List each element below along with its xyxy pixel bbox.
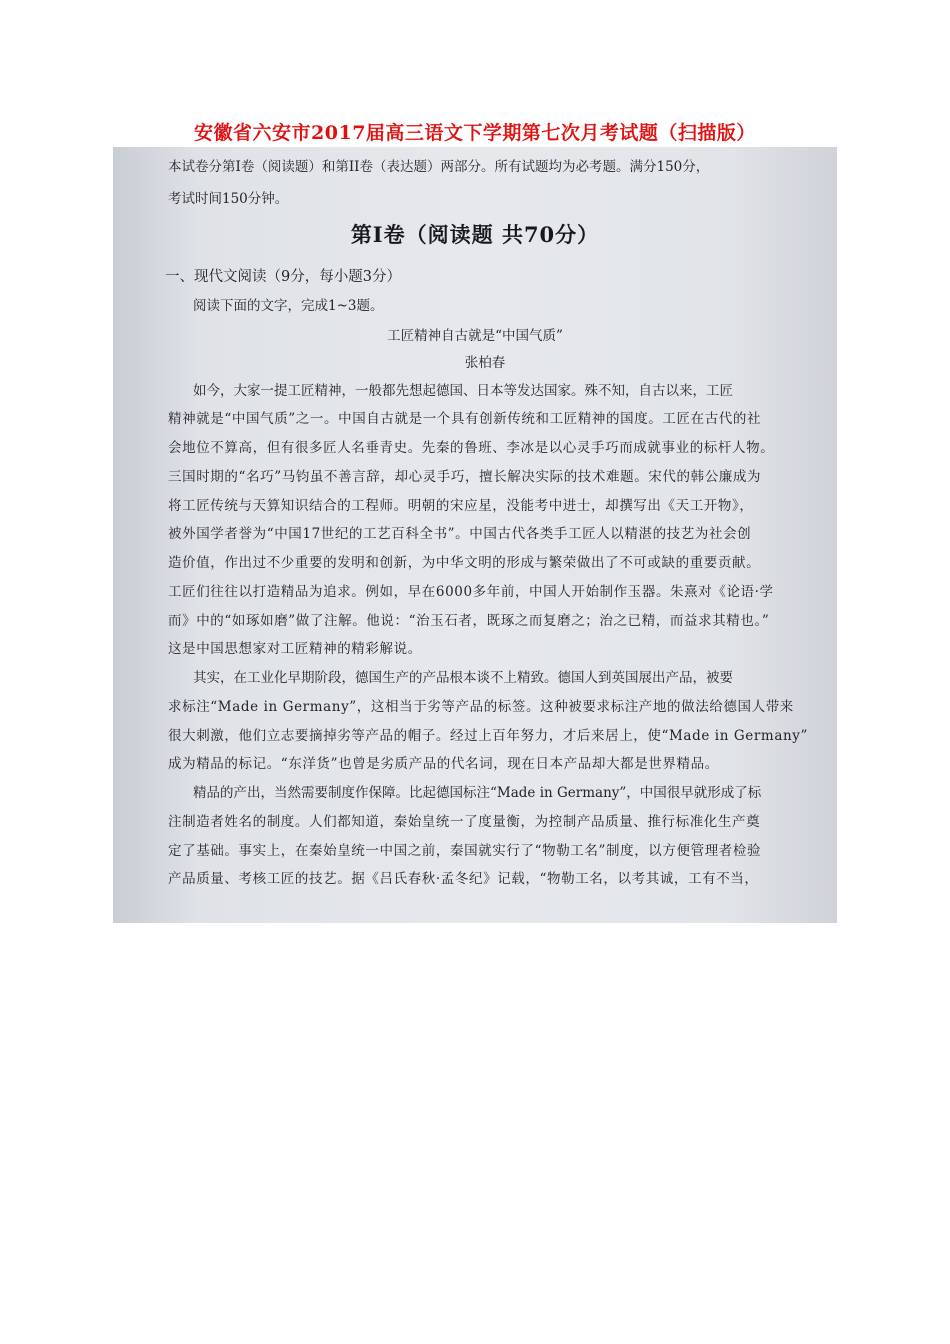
article-line: 求标注“Made in Germany”，这相当于劣等产品的标签。这种被要求标注产地的做法给德国人带来 <box>168 699 794 715</box>
intro-line: 考试时间150分钟。 <box>168 191 289 207</box>
article-line: 这是中国思想家对工匠精神的精彩解说。 <box>168 641 422 657</box>
instruction-text: 阅读下面的文字，完成1~3题。 <box>193 298 384 314</box>
subsection-heading: 一、现代文阅读（9分，每小题3分） <box>165 269 401 285</box>
article-line: 三国时期的“名巧”马钧虽不善言辞，却心灵手巧，擅长解决实际的技术难题。宋代的韩公廉成为 <box>168 469 762 485</box>
article-line: 精神就是“中国气质”之一。中国自古就是一个具有创新传统和工匠精神的国度。工匠在古代的社 <box>168 411 762 427</box>
article-line: 被外国学者誉为“中国17世纪的工艺百科全书”。中国古代各类手工匠人以精湛的技艺为社会创 <box>168 526 752 542</box>
article-line: 产品质量、考核工匠的技艺。据《吕氏春秋·孟冬纪》记载，“物勒工名，以考其诚，工有不当， <box>168 871 759 887</box>
article-line: 会地位不算高，但有很多匠人名垂青史。先秦的鲁班、李冰是以心灵手巧而成就事业的标杆人物。 <box>168 440 775 456</box>
article-line: 造价值，作出过不少重要的发明和创新，为中华文明的形成与繁荣做出了不可或缺的重要贡献。 <box>168 555 761 571</box>
article-line: 成为精品的标记。“东洋货”也曾是劣质产品的代名词，现在日本产品却大都是世界精品。 <box>168 756 719 772</box>
article-line: 注制造者姓名的制度。人们都知道，秦始皇统一了度量衡，为控制产品质量、推行标准化生产奠 <box>168 814 761 830</box>
article-line: 而》中的“如琢如磨”做了注解。他说：“治玉石者，既琢之而复磨之；治之已精，而益求其精也。” <box>168 613 770 629</box>
scanned-page-image <box>113 147 837 923</box>
intro-line: 本试卷分第I卷（阅读题）和第II卷（表达题）两部分。所有试题均为必考题。满分150分， <box>168 159 710 175</box>
article-line: 其实，在工业化早期阶段，德国生产的产品根本谈不上精致。德国人到英国展出产品，被要 <box>193 670 733 686</box>
article-line: 工匠们往往以打造精品为追求。例如，早在6000多年前，中国人开始制作玉器。朱熹对《论语·学 <box>168 584 774 600</box>
article-title: 工匠精神自古就是“中国气质” <box>387 328 563 344</box>
article-line: 如今，大家一提工匠精神，一般都先想起德国、日本等发达国家。殊不知，自古以来，工匠 <box>193 383 733 399</box>
article-line: 定了基础。事实上，在秦始皇统一中国之前，秦国就实行了“物勒工名”制度，以方便管理者检验 <box>168 843 762 859</box>
article-line: 将工匠传统与天算知识结合的工程师。明朝的宋应星，没能考中进士，却撰写出《天工开物》， <box>168 498 754 514</box>
article-author: 张柏春 <box>464 355 506 371</box>
article-line: 精品的产出，当然需要制度作保障。比起德国标注“Made in Germany”，中国很早就形成了标 <box>193 785 762 801</box>
article-line: 很大刺激，他们立志要摘掉劣等产品的帽子。经过上百年努力，才后来居上，使“Made in Germany” <box>168 728 808 744</box>
document-title: 安徽省六安市2017届高三语文下学期第七次月考试题（扫描版） <box>194 122 756 144</box>
section-heading: 第I卷（阅读题 共70分） <box>350 222 600 247</box>
